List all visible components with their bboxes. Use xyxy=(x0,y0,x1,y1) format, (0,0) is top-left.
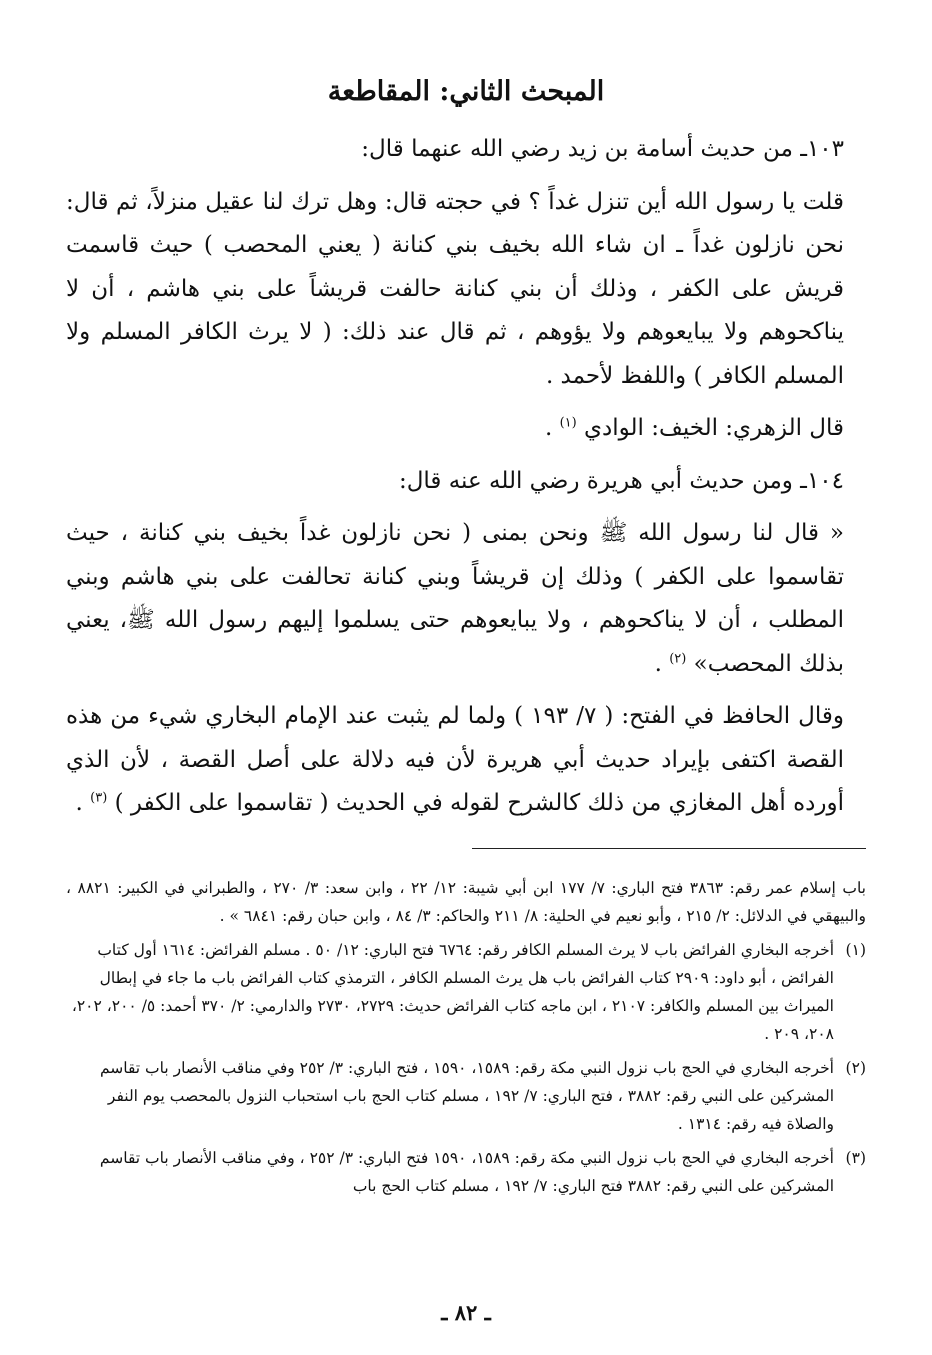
footnote-1-number: (١) xyxy=(845,941,866,959)
zuhri-text: قال الزهري: الخيف: الوادي xyxy=(584,415,844,441)
hadith-104-body: « قال لنا رسول الله ﷺ ونحن بمنى ( نحن نازلون غداً بخيف بني كنانة ، حيث تقاسموا على الكفر ) وذلك إن قريشاً وبني كنانة تحالفت على بني هاشم وبني المطلب ، أن لا يناكحوهم ، ولا يبايعوهم حتى يسلموا إليهم رسول الله ﷺ، يعني بذلك المحصب» xyxy=(66,520,844,677)
footnote-2-text: أخرجه البخاري في الحج باب نزول النبي مكة رقم: ١٥٨٩، ١٥٩٠ ، فتح الباري: ٣/ ٢٥٢ وفي مناقب الأنصار باب تقاسم المشركين على النبي رقم: ٣٨٨٢ ، فتح الباري: ٧/ ١٩٢ ، مسلم كتاب الحج باب استحباب النزول بالمحصب يوم النفر والصلاة فيه رقم: ١٣١٤ . xyxy=(99,1059,834,1133)
hadith-103-intro: ١٠٣ـ من حديث أسامة بن زيد رضي الله عنهما قال: xyxy=(361,136,844,162)
footnote-ref-2: (٢) xyxy=(669,650,687,666)
footnote-3-text: أخرجه البخاري في الحج باب نزول النبي مكة رقم: ١٥٨٩، ١٥٩٠ فتح الباري: ٣/ ٢٥٢ ، وفي مناقب الأنصار باب تقاسم المشركين على النبي رقم: ٣٨٨٢ فتح الباري: ٧/ ١٩٢ ، مسلم كتاب الحج باب xyxy=(99,1149,834,1195)
section-heading: المبحث الثاني: المقاطعة xyxy=(327,76,605,107)
hadith-104-intro: ١٠٤ـ ومن حديث أبي هريرة رضي الله عنه قال: xyxy=(398,467,844,494)
footnote-3 xyxy=(66,1144,866,1200)
hadith-104-text: « قال لنا رسول الله ﷺ ونحن بمنى ( نحن نازلون غداً بخيف بني كنانة ، حيث تقاسموا على الكفر ) وذلك إن قريشاً وبني كنانة تحالفت على بني هاشم وبني المطلب ، أن لا يناكحوهم ، ولا يبايعوهم حتى يسلموا إليهم رسول الله ﷺ، يعني بذلك المحصب» $^{(٢)}$ . xyxy=(66,520,844,677)
footnote-3-number: (٣) xyxy=(845,1149,866,1167)
hafiz-commentary: وقال الحافظ في الفتح: ( ٧/ ١٩٣ ) ولما لم يثبت عند الإمام البخاري شيء من هذه القصة اكتفى بإيراد حديث أبي هريرة لأن فيه دلالة على أصل القصة ، لأن الذي أورده أهل المغازي من ذلك كالشرح لقوله في الحديث ( تقاسموا على الكفر ) $^{(٣)}$ . xyxy=(66,703,844,816)
page-number: ـ ٨٢ ـ xyxy=(441,1300,491,1325)
footnote-ref-3: (٣) xyxy=(90,790,108,806)
footnote-continuation: باب إسلام عمر رقم: ٣٨٦٣ فتح الباري: ٧/ ١٧٧ ابن أبي شيبة: ١٢/ ٢٢ ، وابن سعد: ٣/ ٢٧٠ ، والطبراني في الكبير: ٨٨٢١ ، والبيهقي في الدلائل: ٢/ ٢١٥ ، وأبو نعيم في الحلية: ٨/ ٢١١ والحاكم: ٣/ ٨٤ ، وابن حبان رقم: ٦٨٤١ » . xyxy=(66,879,866,925)
main-text xyxy=(66,128,866,826)
footnote-2-number: (٢) xyxy=(845,1059,866,1077)
hadith-103-text: قلت يا رسول الله أين تنزل غداً ؟ في حجته قال: وهل ترك لنا عقيل منزلاً، ثم قال: نحن نازلون غداً ـ ان شاء الله بخيف بني كنانة ( يعني المحصب ) حيث قاسمت قريش على الكفر ، وذلك أن بني كنانة حالفت قريشاً على بني هاشم ، أن لا يناكحوهم ولا يبايعوهم ولا يؤوهم ، ثم قال عند ذلك: ( لا يرث الكافر المسلم ولا المسلم الكافر ) واللفظ لأحمد . xyxy=(66,188,844,389)
hafiz-text: وقال الحافظ في الفتح: ( ٧/ ١٩٣ ) ولما لم يثبت عند الإمام البخاري شيء من هذه القصة اكتفى بإيراد حديث أبي هريرة لأن فيه دلالة على أصل القصة ، لأن الذي أورده أهل المغازي من ذلك كالشرح لقوله في الحديث ( تقاسموا على الكفر ) xyxy=(66,703,844,816)
footnote-1-text: أخرجه البخاري الفرائض باب لا يرث المسلم الكافر رقم: ٦٧٦٤ فتح الباري: ١٢/ ٥٠ . مسلم الفرائض: ١٦١٤ أول كتاب الفرائض ، أبو داود: ٢٩٠٩ كتاب الفرائض باب هل يرث المسلم الكافر ، الترمذي كتاب الفرائض باب ما جاء في إبطال الميراث بين المسلم والكافر: ٢١٠٧ ، ابن ماجه كتاب الفرائض حديث: ٢٧٢٩، ٢٧٣٠ والدارمي: ٢/ ٣٧٠ أحمد: ٥/ ٢٠٠، ٢٠٢، ٢٠٨، ٢٠٩ . xyxy=(71,941,834,1043)
footnote-1 xyxy=(66,936,866,1048)
footnotes xyxy=(66,874,866,1200)
zuhri-note: قال الزهري: الخيف: الوادي $^{(١)}$ . xyxy=(544,415,844,441)
footnote-2 xyxy=(66,1054,866,1138)
footnote-separator xyxy=(472,848,866,849)
footnote-ref-1: (١) xyxy=(559,415,577,431)
